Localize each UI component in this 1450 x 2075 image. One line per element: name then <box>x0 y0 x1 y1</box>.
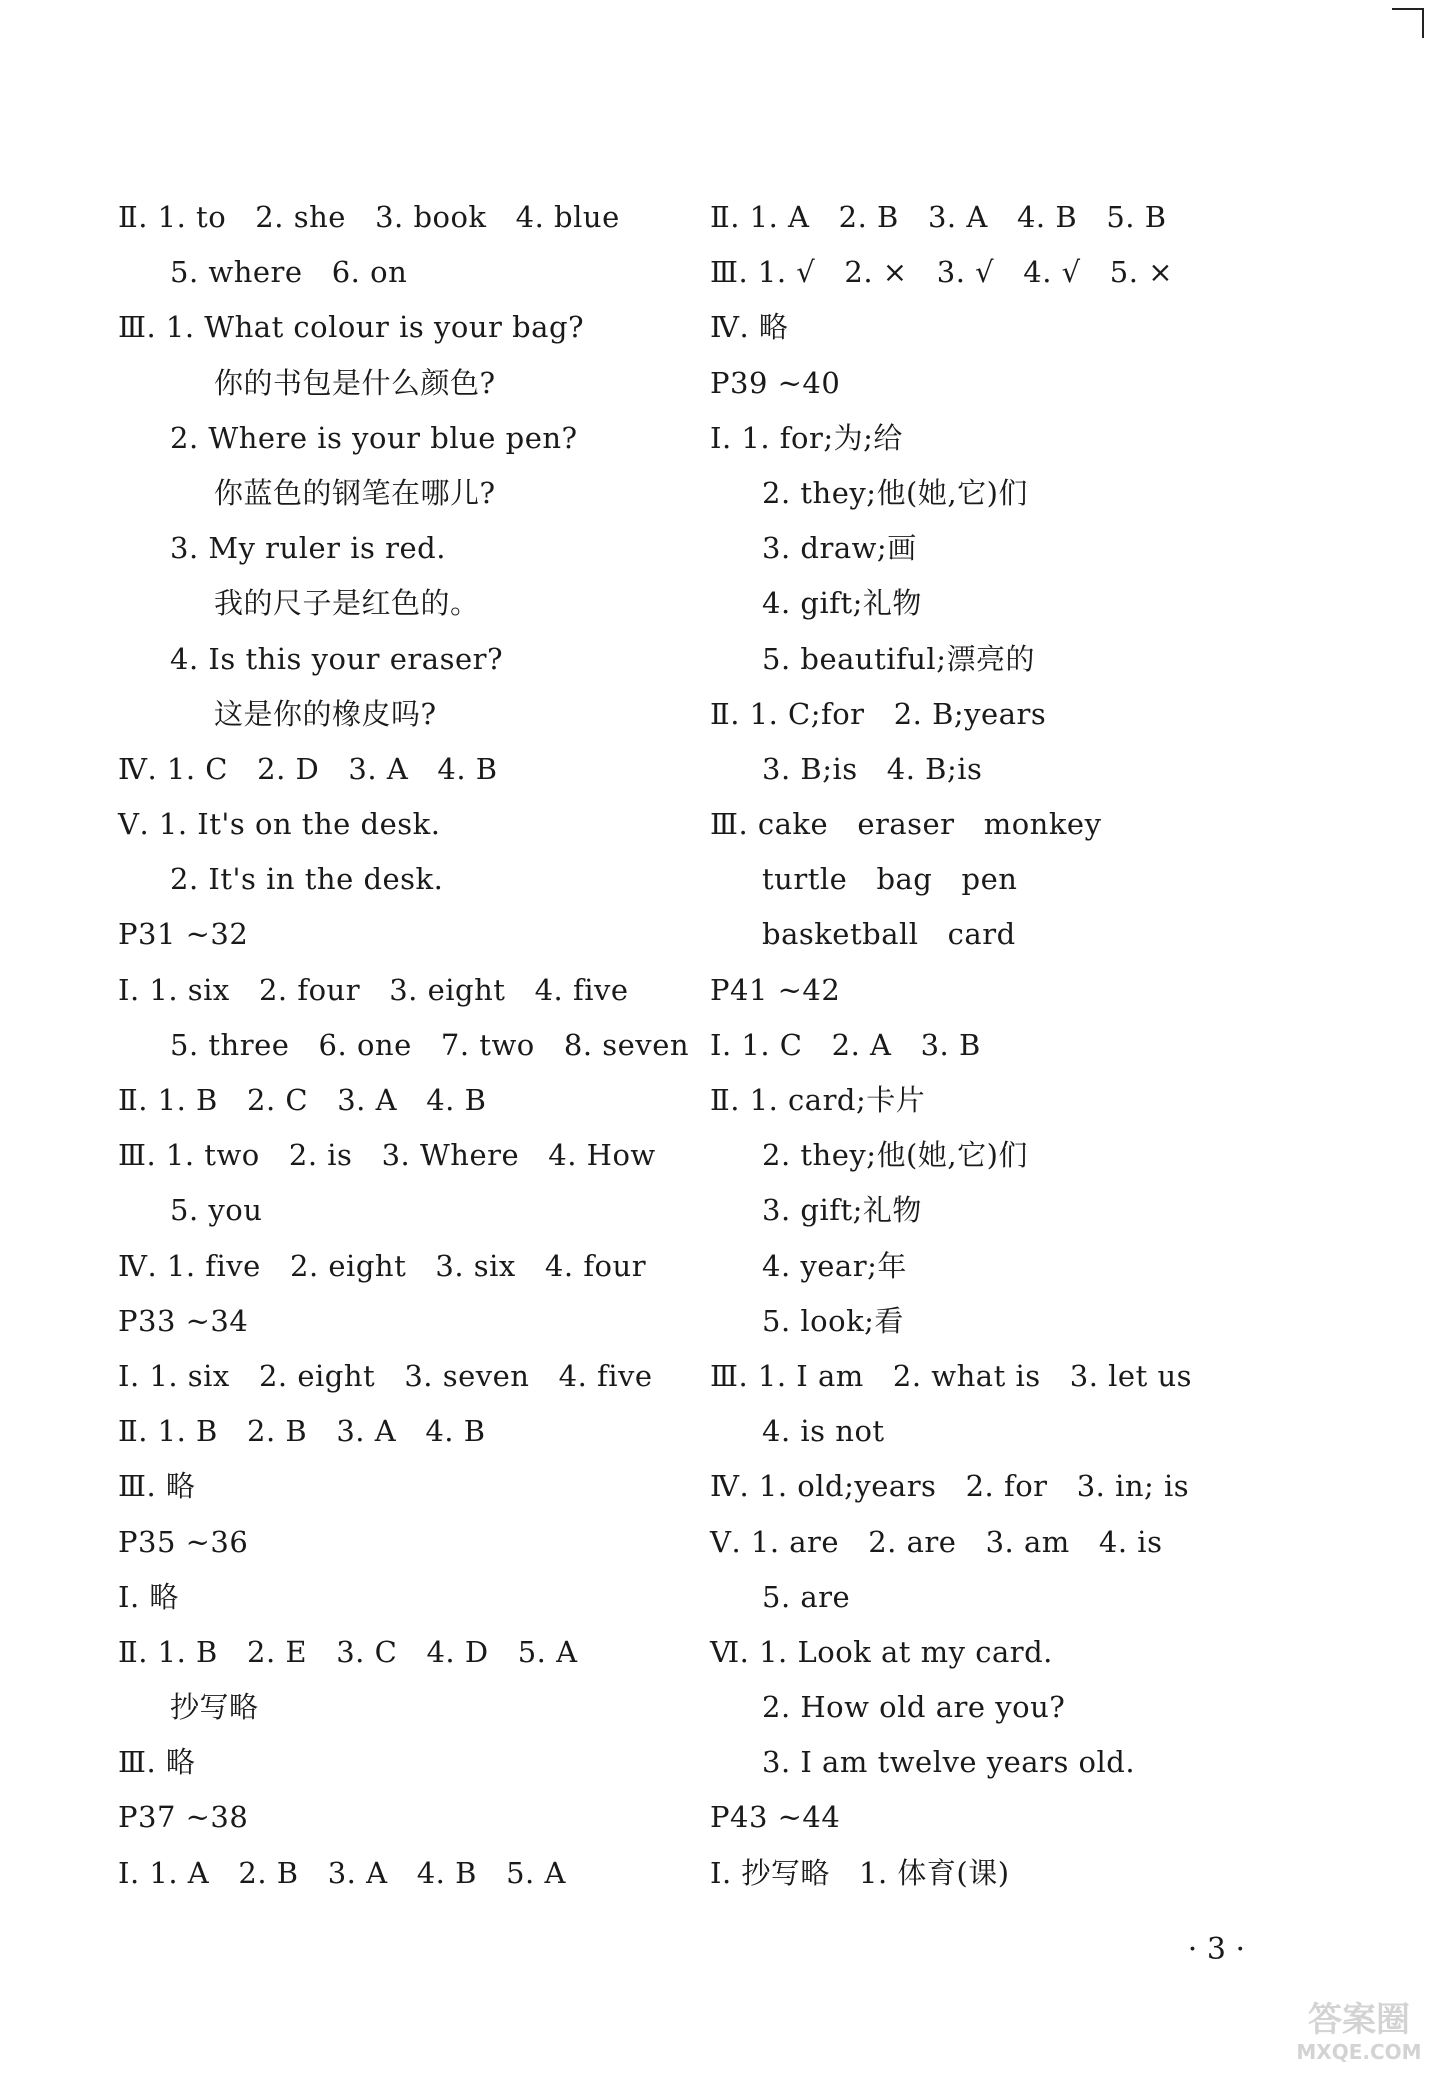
answer-line: Ⅴ. 1. It's on the desk. <box>118 807 441 842</box>
answer-line: Ⅱ. 1. B 2. E 3. C 4. D 5. A <box>118 1634 578 1669</box>
answer-line: Ⅰ. 1. for;为;给 <box>710 420 903 455</box>
answer-line: Ⅰ. 1. C 2. A 3. B <box>710 1027 981 1062</box>
answer-line: basketball card <box>762 917 1016 952</box>
answer-line: 3. My ruler is red. <box>170 531 446 566</box>
answer-line: 4. gift;礼物 <box>762 586 922 621</box>
answer-line: 你蓝色的钢笔在哪儿? <box>214 475 496 510</box>
answer-line: 5. you <box>170 1193 263 1228</box>
answer-line: Ⅱ. 1. B 2. B 3. A 4. B <box>118 1414 486 1449</box>
answer-line: Ⅰ. 1. six 2. four 3. eight 4. five <box>118 972 629 1007</box>
answer-line: Ⅲ. 1. What colour is your bag? <box>118 310 585 345</box>
answer-line: Ⅱ. 1. A 2. B 3. A 4. B 5. B <box>710 200 1167 234</box>
answer-line: 这是你的橡皮吗? <box>214 696 437 731</box>
answer-line: 2. they;他(她,它)们 <box>762 475 1028 510</box>
answer-line: 5. three 6. one 7. two 8. seven <box>170 1027 690 1062</box>
answer-line: Ⅲ. 1. I am 2. what is 3. let us <box>710 1358 1193 1393</box>
answer-line: Ⅳ. 略 <box>710 310 789 345</box>
answer-line: 3. gift;礼物 <box>762 1193 922 1228</box>
watermark-url: MXQE.COM <box>1296 2040 1422 2064</box>
answer-line: Ⅰ. 略 <box>118 1579 179 1614</box>
answer-line: Ⅱ. 1. to 2. she 3. book 4. blue <box>118 200 620 234</box>
answer-line: Ⅵ. 1. Look at my card. <box>710 1634 1053 1669</box>
answer-line: Ⅴ. 1. are 2. are 3. am 4. is <box>710 1524 1163 1559</box>
watermark <box>1274 2001 1444 2071</box>
answer-line: 5. where 6. on <box>170 255 408 290</box>
page-range-heading: P41 ~42 <box>710 972 841 1007</box>
answer-line: Ⅲ. 略 <box>118 1469 196 1504</box>
right-column <box>710 190 1310 1901</box>
answer-line: Ⅳ. 1. old;years 2. for 3. in; is <box>710 1469 1190 1504</box>
answer-line: 3. B;is 4. B;is <box>762 751 983 786</box>
answer-line: 抄写略 <box>170 1690 259 1725</box>
page-range-heading: P43 ~44 <box>710 1800 841 1835</box>
answer-line: 2. Where is your blue pen? <box>170 420 578 455</box>
left-column <box>118 190 688 1901</box>
crop-mark <box>1392 8 1424 38</box>
answer-line: 2. they;他(她,它)们 <box>762 1138 1028 1173</box>
answer-line: 5. are <box>762 1579 851 1614</box>
answer-line: 3. I am twelve years old. <box>762 1745 1136 1780</box>
answer-line: Ⅰ. 1. six 2. eight 3. seven 4. five <box>118 1358 653 1393</box>
answer-line: 4. Is this your eraser? <box>170 641 504 676</box>
answer-line: 5. look;看 <box>762 1303 904 1338</box>
page-range-heading: P37 ~38 <box>118 1800 249 1835</box>
answer-line: 2. It's in the desk. <box>170 862 444 897</box>
watermark-logo: 答案圈 <box>1308 2000 1410 2040</box>
answer-line: Ⅰ. 抄写略 1. 体育(课) <box>710 1855 1010 1890</box>
answer-line: 4. is not <box>762 1414 885 1449</box>
page-range-heading: P31 ~32 <box>118 917 249 952</box>
answer-line: Ⅲ. cake eraser monkey <box>710 807 1102 842</box>
answer-line: Ⅰ. 1. A 2. B 3. A 4. B 5. A <box>118 1855 566 1890</box>
answer-line: Ⅱ. 1. B 2. C 3. A 4. B <box>118 1083 487 1117</box>
answer-line: 你的书包是什么颜色? <box>214 365 496 400</box>
answer-line: Ⅲ. 1. two 2. is 3. Where 4. How <box>118 1138 656 1173</box>
answer-line: Ⅱ. 1. C;for 2. B;years <box>710 696 1047 731</box>
answer-line: Ⅳ. 1. C 2. D 3. A 4. B <box>118 751 498 786</box>
answer-line: Ⅱ. 1. card;卡片 <box>710 1083 926 1117</box>
page-range-heading: P35 ~36 <box>118 1524 249 1559</box>
answer-line: 我的尺子是红色的。 <box>214 586 480 621</box>
answer-line: Ⅲ. 1. √ 2. × 3. √ 4. √ 5. × <box>710 255 1173 290</box>
answer-line: 2. How old are you? <box>762 1690 1066 1725</box>
page-range-heading: P33 ~34 <box>118 1303 249 1338</box>
answer-line: 3. draw;画 <box>762 531 917 566</box>
page-number: · 3 · <box>1187 1932 1245 1967</box>
answer-line: 5. beautiful;漂亮的 <box>762 641 1035 676</box>
answer-line: Ⅳ. 1. five 2. eight 3. six 4. four <box>118 1248 647 1283</box>
answer-line: 4. year;年 <box>762 1248 907 1283</box>
page-range-heading: P39 ~40 <box>710 365 841 400</box>
answer-line: Ⅲ. 略 <box>118 1745 196 1780</box>
answer-line: turtle bag pen <box>762 862 1018 897</box>
